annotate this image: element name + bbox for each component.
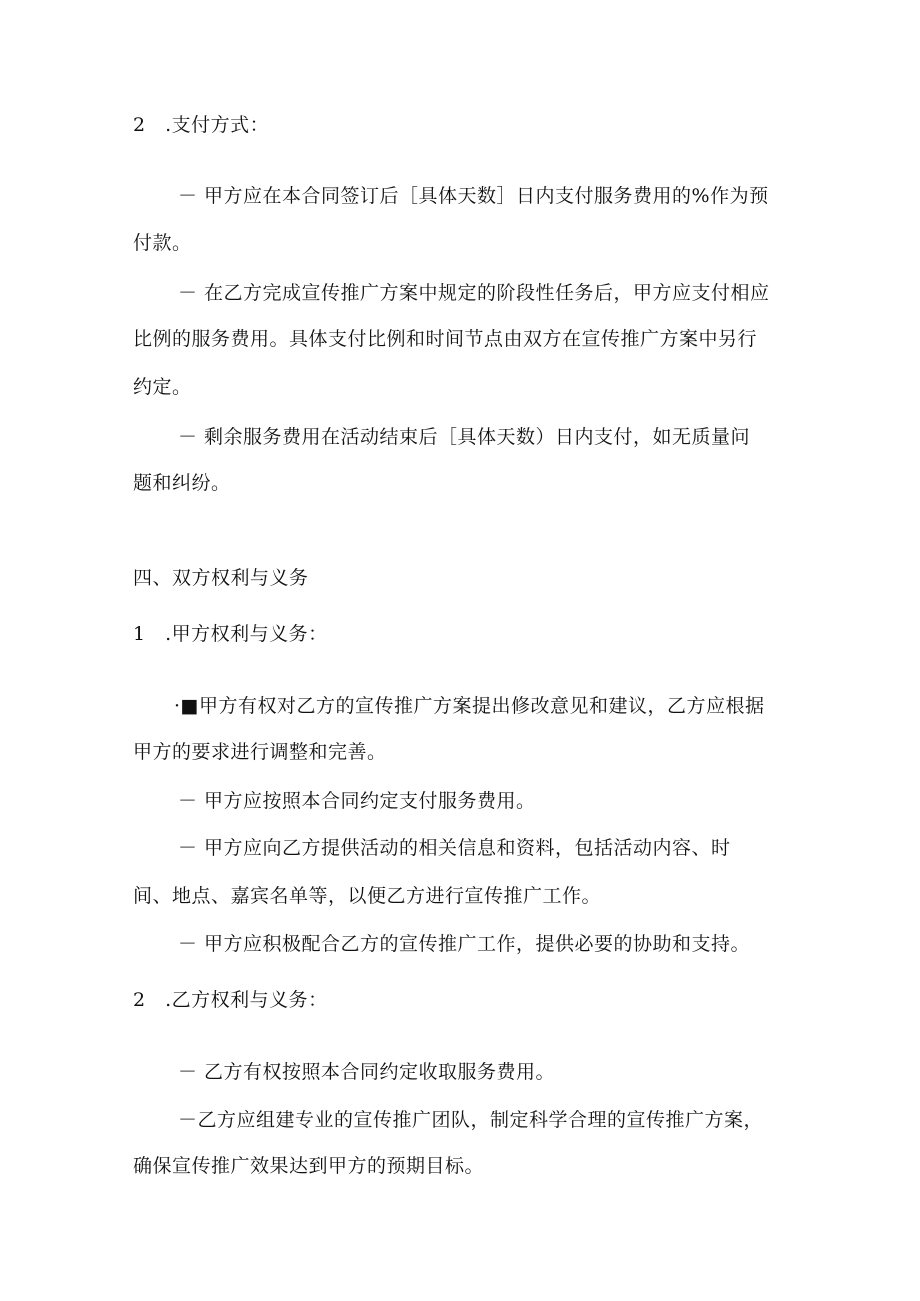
party-a-heading: 1 .甲方权利与义务： bbox=[133, 623, 328, 645]
party-a-clause-3: － 甲方应向乙方提供活动的相关信息和资料，包括活动内容、时 bbox=[178, 837, 731, 859]
party-b-clause-2: －乙方应组建专业的宣传推广团队，制定科学合理的宣传推广方案， bbox=[178, 1109, 764, 1131]
payment-clause-3: － 剩余服务费用在活动结束后［具体天数）日内支付，如无质量问 bbox=[178, 426, 751, 448]
payment-clause-3-cont: 题和纠纷。 bbox=[133, 472, 231, 494]
party-a-clause-1: ·■甲方有权对乙方的宣传推广方案提出修改意见和建议，乙方应根据 bbox=[174, 695, 765, 717]
party-b-heading: 2 .乙方权利与义务： bbox=[133, 989, 328, 1011]
payment-clause-1-cont: 付款。 bbox=[133, 232, 192, 254]
party-b-clause-2-cont: 确保宣传推广效果达到甲方的预期目标。 bbox=[133, 1155, 485, 1177]
payment-clause-2-cont-2: 约定。 bbox=[133, 376, 192, 398]
party-a-clause-3-cont: 间、地点、嘉宾名单等，以便乙方进行宣传推广工作。 bbox=[133, 885, 602, 907]
payment-clause-1: － 甲方应在本合同签订后［具体天数］日内支付服务费用的%作为预 bbox=[178, 185, 769, 207]
party-a-clause-4: － 甲方应积极配合乙方的宣传推广工作，提供必要的协助和支持。 bbox=[178, 933, 751, 955]
section-four-heading: 四、双方权利与义务 bbox=[133, 567, 309, 589]
party-a-clause-1-cont: 甲方的要求进行调整和完善。 bbox=[133, 741, 387, 763]
payment-method-heading: 2 .支付方式： bbox=[133, 114, 270, 136]
payment-clause-2: － 在乙方完成宣传推广方案中规定的阶段性任务后，甲方应支付相应 bbox=[178, 282, 770, 304]
party-b-clause-1: － 乙方有权按照本合同约定收取服务费用。 bbox=[178, 1061, 556, 1083]
payment-clause-2-cont: 比例的服务费用。具体支付比例和时间节点由双方在宣传推广方案中另行 bbox=[133, 328, 758, 350]
party-a-clause-2: － 甲方应按照本合同约定支付服务费用。 bbox=[178, 790, 536, 812]
